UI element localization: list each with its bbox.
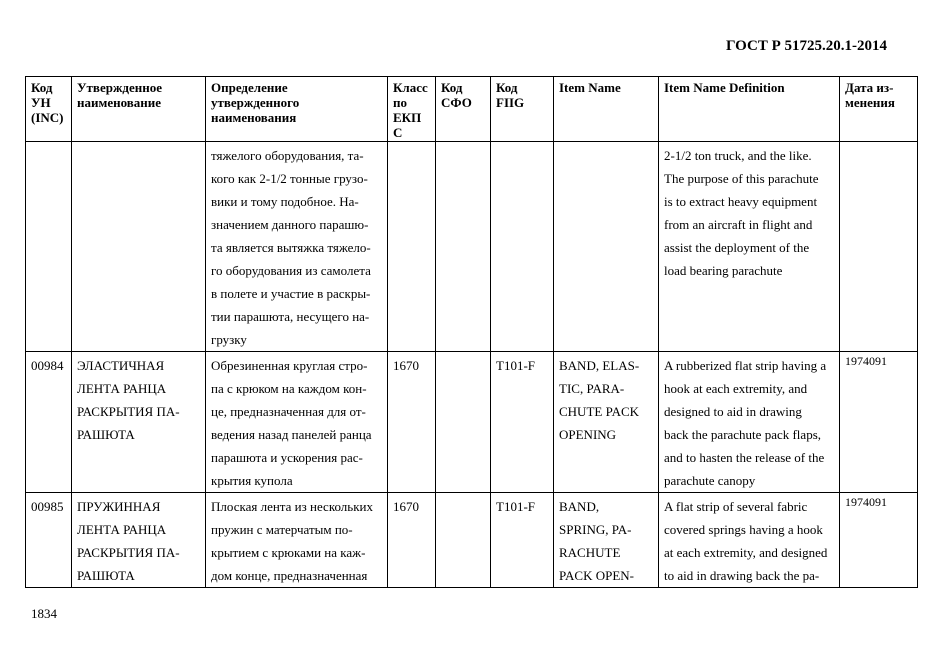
cell-name-ru: ПРУЖИННАЯ ЛЕНТА РАНЦА РАСКРЫТИЯ ПА- РАШЮТА: [72, 493, 206, 588]
cell-item-name: BAND, SPRING, PA- RACHUTE PACK OPEN-: [554, 493, 659, 588]
header-class-ekps: Класс по ЕКП С: [388, 77, 436, 142]
header-item-name: Item Name: [554, 77, 659, 142]
header-code-fiig: Код FIIG: [491, 77, 554, 142]
table-row: [26, 352, 918, 493]
header-change-date: Дата из- менения: [840, 77, 918, 142]
cell-code-sfo: [436, 493, 491, 588]
header-code-sfo: Код СФО: [436, 77, 491, 142]
table-header-row: [26, 77, 918, 142]
cell-definition-ru: Обрезиненная круглая стро- па с крюком на каждом кон- це, предназначенная для от- ведения назад панелей ранца парашюта и ускорения рас- крытия купола: [206, 352, 388, 493]
cell-name-ru: [72, 142, 206, 352]
cell-code-fiig: T101-F: [491, 352, 554, 493]
cell-code: 00984: [26, 352, 72, 493]
cell-item-definition: A flat strip of several fabric covered springs having a hook at each extremity, and designed to aid in drawing back the pa-: [659, 493, 840, 588]
cell-code-fiig: [491, 142, 554, 352]
cell-code: [26, 142, 72, 352]
cell-code-sfo: [436, 142, 491, 352]
header-name-definition: Определение утвержденного наименования: [206, 77, 388, 142]
cell-item-name: BAND, ELAS- TIC, PARA- CHUTE PACK OPENING: [554, 352, 659, 493]
cell-change-date: [840, 142, 918, 352]
header-item-name-definition: Item Name Definition: [659, 77, 840, 142]
table-row: [26, 142, 918, 352]
cell-class-ekps: 1670: [388, 352, 436, 493]
document-standard-number: ГОСТ Р 51725.20.1-2014: [725, 38, 887, 54]
cell-item-name: [554, 142, 659, 352]
cell-class-ekps: 1670: [388, 493, 436, 588]
cell-class-ekps: [388, 142, 436, 352]
cell-change-date: 1974091: [840, 352, 918, 493]
cell-code: 00985: [26, 493, 72, 588]
cell-change-date: 1974091: [840, 493, 918, 588]
cell-name-ru: ЭЛАСТИЧНАЯ ЛЕНТА РАНЦА РАСКРЫТИЯ ПА- РАШЮТА: [72, 352, 206, 493]
header-approved-name: Утвержденное наименование: [72, 77, 206, 142]
header-code-inc: Код УН (INC): [26, 77, 72, 142]
cell-item-definition: 2-1/2 ton truck, and the like. The purpose of this parachute is to extract heavy equipment from an aircraft in flight and assist the deployment of the load bearing parachute: [659, 142, 840, 352]
page-number: 1834: [31, 606, 57, 621]
cell-definition-ru: Плоская лента из нескольких пружин с матерчатым по- крытием с крюками на каж- дом конце, предназначенная: [206, 493, 388, 588]
cell-code-fiig: T101-F: [491, 493, 554, 588]
gost-classification-table: [25, 76, 918, 588]
cell-item-definition: A rubberized flat strip having a hook at each extremity, and designed to aid in drawing back the parachute pack flaps, and to hasten the release of the parachute canopy: [659, 352, 840, 493]
table-row: [26, 493, 918, 588]
cell-code-sfo: [436, 352, 491, 493]
cell-definition-ru: тяжелого оборудования, та- кого как 2-1/2 тонные грузо- вики и тому подобное. На- значением данного парашю- та является вытяжка тяжело- го оборудования из самолета в полете и участие в раскры- тии парашюта, несущего на- грузку: [206, 142, 388, 352]
